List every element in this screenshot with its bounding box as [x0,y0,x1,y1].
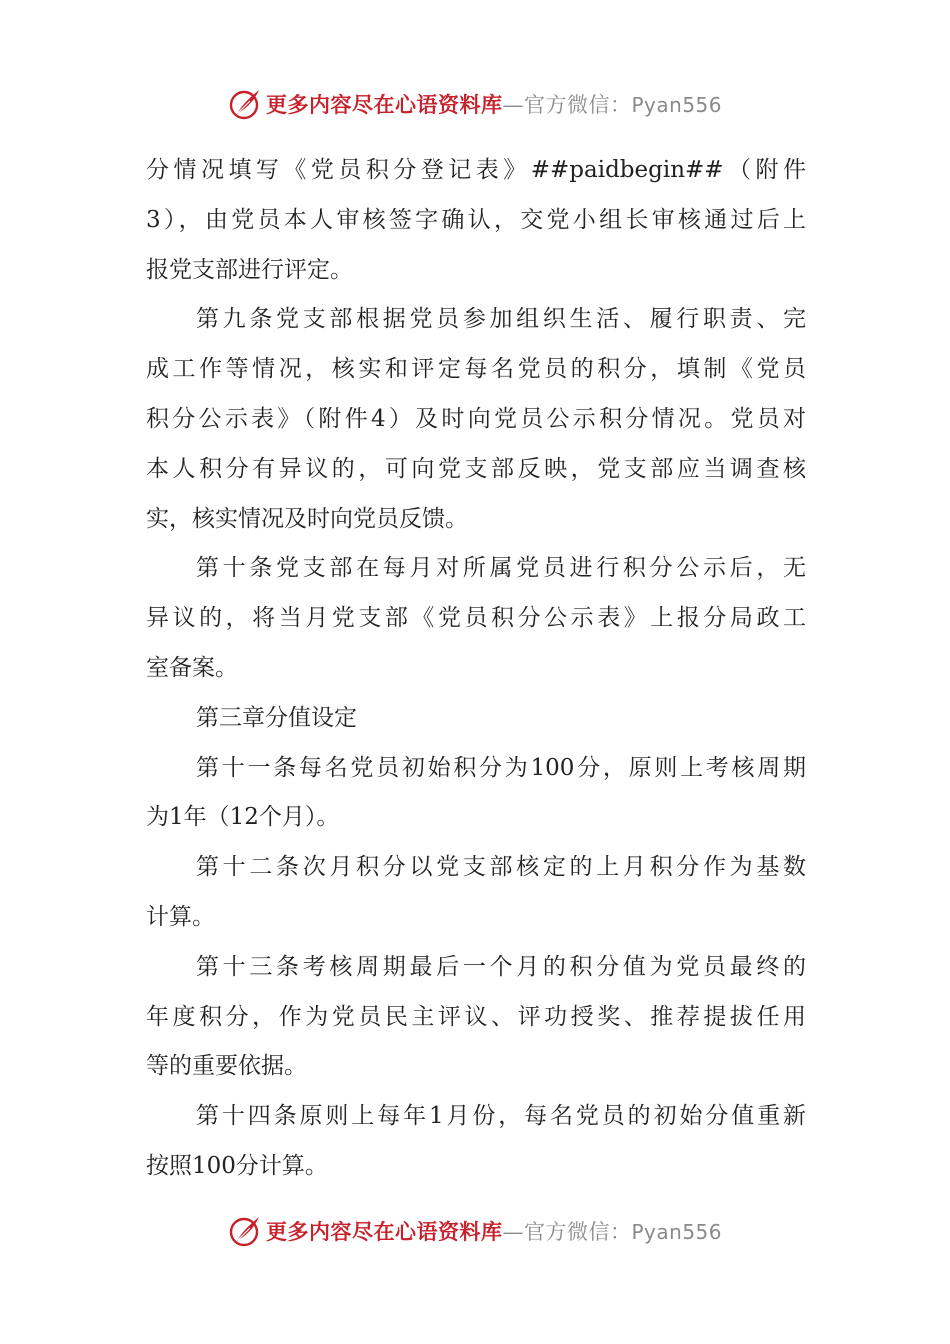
dash: — [502,1220,524,1244]
brand-text: 更多内容尽在心语资料库 [265,92,503,117]
text-line: 按照100分计算。 [146,1152,328,1179]
wechat-id: Pyan556 [631,93,722,117]
text-line: 年度积分，作为党员民主评议、评功授奖、推荐提拔任用 [146,1003,806,1030]
footer-watermark [0,1211,950,1251]
official-label: 官方微信： [523,1220,632,1244]
text-line: 室备案。 [146,654,238,681]
text-line: 实，核实情况及时向党员反馈。 [146,505,468,532]
text-line: 第十四条原则上每年1月份，每名党员的初始分值重新 [196,1103,806,1130]
text-line: 分情况填写《党员积分登记表》##paidbegin##（附件 [146,157,806,183]
text-line: 本人积分有异议的，可向党支部反映，党支部应当调查核 [146,455,806,482]
document-body [146,146,806,1192]
text-line: 第十条党支部在每月对所属党员进行积分公示后，无 [196,555,806,582]
text-line: 成工作等情况，核实和评定每名党员的积分，填制《党员 [146,356,806,383]
quill-logo-icon [228,87,262,121]
header-watermark [0,84,950,124]
text-line: 异议的，将当月党支部《党员积分公示表》上报分局政工 [146,605,806,632]
text-line: 第九条党支部根据党员参加组织生活、履行职责、完 [196,306,806,333]
text-line: 积分公示表》（附件4）及时向党员公示积分情况。党员对 [146,405,806,432]
official-label: 官方微信： [523,93,632,117]
dash: — [502,93,524,117]
wechat-id: Pyan556 [631,1220,722,1244]
text-line: 为1年（12个月）。 [146,804,340,831]
text-line: 第十三条考核周期最后一个月的积分值为党员最终的 [196,953,806,980]
text-line: 计算。 [146,903,215,930]
text-line: 3），由党员本人审核签字确认，交党小组长审核通过后上 [146,206,806,233]
text-line: 第十二条次月积分以党支部核定的上月积分作为基数 [196,854,806,881]
section-heading: 第三章分值设定 [196,704,357,731]
text-line: 第十一条每名党员初始积分为100分，原则上考核周期 [196,754,806,781]
text-line: 等的重要依据。 [146,1053,307,1080]
brand-text: 更多内容尽在心语资料库 [265,1219,503,1244]
quill-logo-icon [228,1214,262,1248]
text-line: 报党支部进行评定。 [146,256,353,283]
